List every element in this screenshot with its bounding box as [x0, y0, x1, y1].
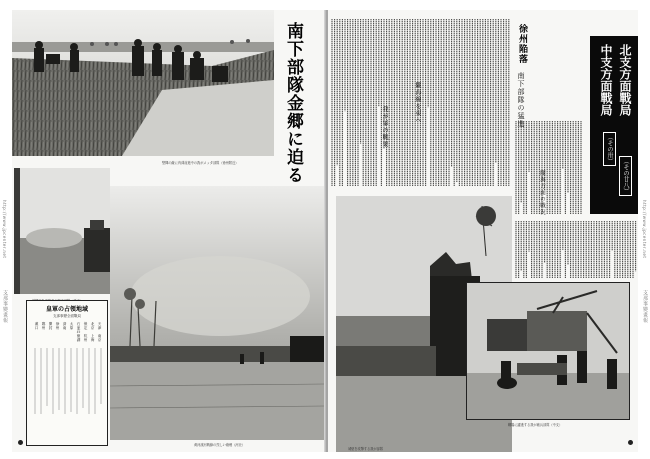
- title-central-china: 中支方面戰局: [599, 44, 613, 116]
- box-entry: 鄭州: [42, 322, 46, 330]
- box-entry: 済南: [63, 322, 67, 330]
- box-title: 皇軍の占領地域: [45, 306, 88, 313]
- page-marker-right: [628, 440, 633, 445]
- heading-xuzhou-fall: 徐州陥落: [517, 24, 527, 64]
- box-text-lines: [31, 346, 103, 416]
- title-north-china: 北支方面戰局: [618, 44, 632, 116]
- photo-tank: [14, 168, 110, 294]
- subtitle-north: （その卅）: [603, 132, 616, 166]
- caption-artillery-photo: 戰場に躍進する我が砲兵部隊（中支）: [508, 423, 563, 427]
- box-subtitle: 支那事變全面戰局: [53, 314, 81, 318]
- left-page: [12, 10, 326, 452]
- photo-artillery: [466, 282, 630, 420]
- caption-wall-photo: 城壁を攻撃する我が部隊: [348, 447, 384, 451]
- side-label-right-url: http://www.jpcenter.net: [642, 200, 647, 259]
- article-text-block-2: [514, 120, 584, 216]
- magazine-spread: [12, 10, 638, 452]
- box-entry: 徐州: [56, 322, 60, 330]
- photo-soldiers-in-grass: [12, 10, 274, 156]
- box-entry: 天津: [98, 322, 102, 330]
- page-title: 南下部隊金郷に迫る: [283, 22, 303, 184]
- heading-longhai-front: 隴海方面の戰況: [539, 170, 545, 216]
- box-entry: 太原: [70, 322, 74, 330]
- side-label-left-title: 支那事變畫報: [2, 290, 8, 323]
- box-entry: 蕪湖: [77, 333, 81, 342]
- side-label-right-title: 支那事變畫報: [642, 290, 648, 323]
- caption-top-photo: 堅陣の敵に肉薄前進中の我がメッタ部隊（徐州附近）: [162, 161, 239, 165]
- box-entry: 開封: [49, 322, 53, 330]
- heading-southern-advance: 南下部隊の猛進: [517, 72, 525, 128]
- side-label-left-url: http://www.jpcenter.net: [2, 200, 7, 259]
- box-entry: 上海: [91, 333, 95, 342]
- box-entry: 石家荘: [77, 322, 81, 333]
- heading-results: 我が軍の戰果: [381, 106, 388, 148]
- article-text-block-3: [514, 220, 638, 280]
- page-marker-left: [18, 440, 23, 445]
- photo-river-battle: [110, 186, 324, 440]
- section-title-box: [590, 36, 638, 214]
- box-entry-list: [27, 319, 107, 344]
- subtitle-central: （その廿八）: [619, 156, 632, 196]
- box-entry: 杭州: [84, 333, 88, 342]
- heading-longhai-line: 隴海線を東へ: [414, 82, 421, 124]
- right-page: [328, 10, 638, 452]
- box-entry: 漢口: [35, 322, 39, 330]
- box-entry: 保定: [84, 322, 88, 330]
- caption-battle-photo: 黄河渡河戦線の烈しい砲煙（河北）: [194, 443, 245, 447]
- box-entry: 南京: [98, 333, 102, 342]
- box-entry: 北京: [91, 322, 95, 330]
- occupied-area-box: [26, 300, 108, 446]
